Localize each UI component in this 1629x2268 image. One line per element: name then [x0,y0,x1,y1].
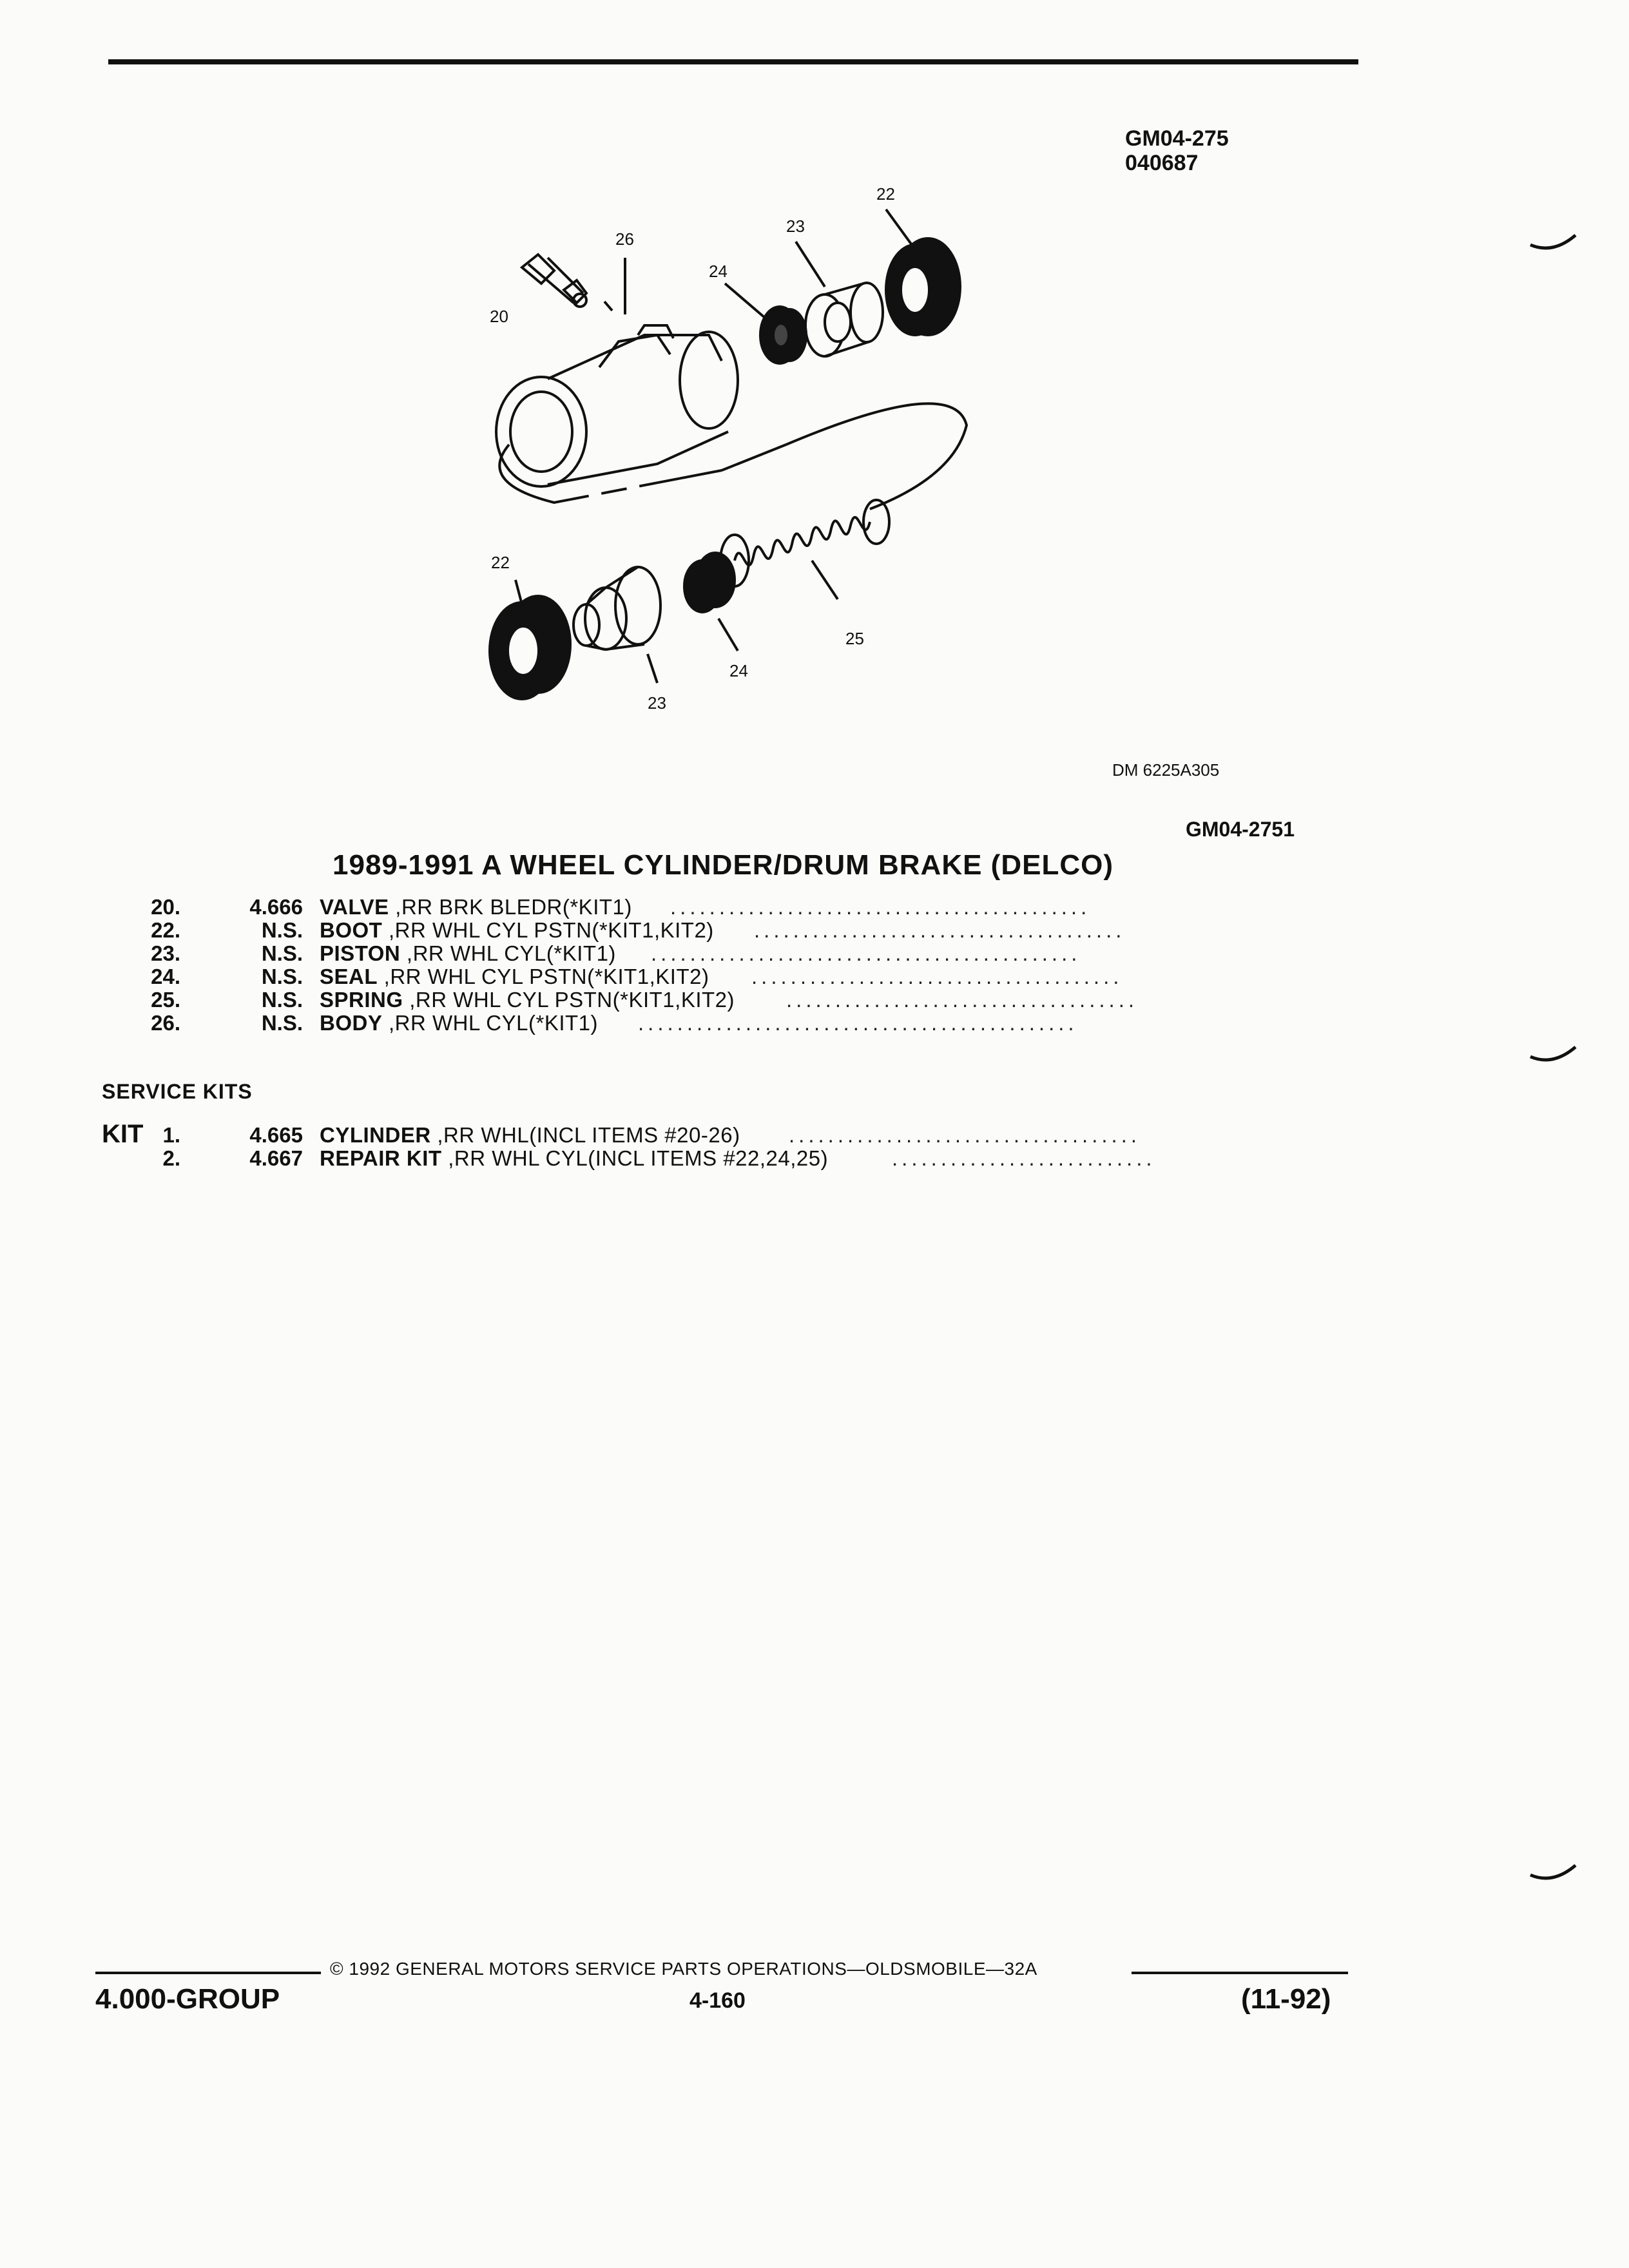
cylinder-body-drawing [496,325,738,486]
callout-23-bottom: 23 [648,693,666,713]
group-label: 4.000-GROUP [95,1983,280,2015]
leader-24-top [725,284,770,322]
service-kits-heading: SERVICE KITS [102,1080,253,1103]
piston-drawing-top [805,283,883,356]
bleeder-valve-drawing [522,255,586,307]
dot-leader: ........................... [892,1147,1156,1170]
edge-mark [1527,1044,1579,1070]
copyright-text: © 1992 GENERAL MOTORS SERVICE PARTS OPERATIONS—OLDSMOBILE—32A [330,1959,1037,1979]
footer-rule-right [1132,1972,1348,1974]
catalog-title: 1989-1991 A WHEEL CYLINDER/DRUM BRAKE (DELCO) [333,849,1113,881]
leader-24-bottom [718,619,738,651]
top-rule [108,59,1358,64]
edge-mark [1527,1862,1579,1888]
dot-leader: ...................................... [754,919,1126,942]
boot-drawing-top [886,238,960,335]
callout-22-top: 22 [876,184,895,204]
callout-23-top: 23 [786,216,805,236]
leader-23-bottom [648,654,657,683]
kit-row: 1. 4.665 CYLINDER ,RR WHL(INCL ITEMS #20-26) .................................... [0,1124,1629,1147]
wheel-cylinder-exploded-diagram [451,174,1031,741]
part-row: 20. 4.666 VALVE ,RR BRK BLEDR(*KIT1) ........................................... [0,896,1629,919]
dot-leader: ........................................... [670,896,1091,919]
kit-marker: KIT [102,1120,144,1148]
callout-25: 25 [845,629,864,648]
part-row: 22. N.S. BOOT ,RR WHL CYL PSTN(*KIT1,KIT2) ...................................... [0,919,1629,942]
callout-20: 20 [490,307,508,326]
boot-drawing-bottom [490,596,570,699]
footer-rule-left [95,1972,321,1974]
dot-leader: ...................................... [751,965,1123,988]
reference-date: 040687 [1125,151,1199,175]
seal-drawing-top [760,307,806,363]
edge-mark [1527,232,1579,258]
leader-23-top [796,242,825,287]
kit-row: 2. 4.667 REPAIR KIT ,RR WHL CYL(INCL ITEMS #22,24,25) ........................... [0,1147,1629,1170]
spring-drawing [720,500,889,586]
part-row: 26. N.S. BODY ,RR WHL CYL(*KIT1) ............................................. [0,1012,1629,1035]
part-row: 25. N.S. SPRING ,RR WHL CYL PSTN(*KIT1,KIT2) .................................... [0,988,1629,1012]
leader-20 [604,302,612,311]
reference-code: GM04-275 [1125,126,1229,151]
dot-leader: ............................................ [651,942,1081,965]
dot-leader: .................................... [789,1124,1141,1147]
figure-code: DM 6225A305 [1112,760,1220,780]
leader-22-top [886,209,912,245]
part-row: 23. N.S. PISTON ,RR WHL CYL(*KIT1) ............................................ [0,942,1629,965]
dot-leader: ............................................. [638,1012,1078,1035]
leader-25 [812,561,838,599]
part-row: 24. N.S. SEAL ,RR WHL CYL PSTN(*KIT1,KIT2) ...................................... [0,965,1629,988]
leader-22-bottom [516,580,522,604]
page-number: 4-160 [689,1988,746,2013]
callout-24-top: 24 [709,262,728,281]
section-code: GM04-2751 [1186,818,1295,841]
callout-24-bottom: 24 [729,661,748,680]
dot-leader: .................................... [786,988,1139,1012]
callout-26: 26 [615,229,634,249]
piston-drawing-bottom [574,567,660,649]
revision-date: (11-92) [1241,1983,1331,2015]
callout-22-bottom: 22 [491,553,510,572]
assembly-line-right [786,403,967,509]
